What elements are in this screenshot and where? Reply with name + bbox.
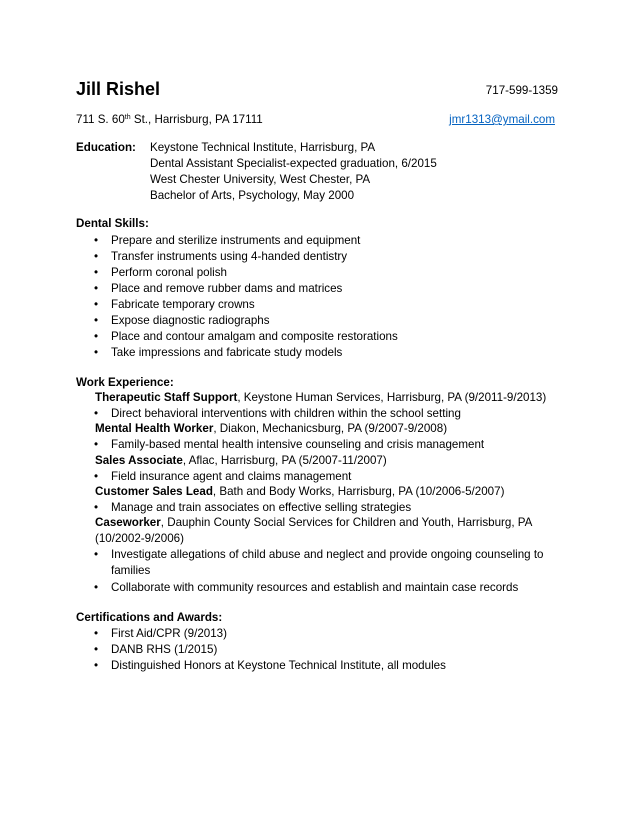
list-item bbox=[94, 547, 554, 579]
job-duties bbox=[94, 437, 484, 453]
address-ordinal: th bbox=[124, 114, 131, 121]
job-details: , Keystone Human Services, Harrisburg, PA (9/2011-9/2013) bbox=[237, 391, 547, 404]
bullet-icon: • bbox=[94, 266, 99, 279]
list-item-text: First Aid/CPR (9/2013) bbox=[111, 627, 227, 640]
dental-skills-list bbox=[94, 233, 398, 361]
job-details: , Bath and Body Works, Harrisburg, PA (10/2006-5/2007) bbox=[212, 485, 505, 498]
list-item bbox=[94, 329, 398, 345]
bullet-icon: • bbox=[94, 330, 99, 343]
job-title-line bbox=[95, 421, 447, 437]
education-line: West Chester University, West Chester, PA bbox=[150, 173, 371, 186]
bullet-icon: • bbox=[94, 298, 99, 311]
list-item bbox=[94, 500, 411, 516]
education-details bbox=[150, 140, 437, 204]
bullet-icon: • bbox=[94, 438, 99, 451]
bullet-icon: • bbox=[94, 250, 99, 263]
bullet-icon: • bbox=[94, 627, 99, 640]
bullet-icon: • bbox=[94, 501, 99, 514]
list-item bbox=[94, 406, 461, 422]
job-title: Caseworker bbox=[95, 516, 161, 529]
certifications-heading: Certifications and Awards: bbox=[76, 611, 223, 624]
job-details: , Diakon, Mechanicsburg, PA (9/2007-9/2008) bbox=[213, 422, 448, 435]
job-title: Therapeutic Staff Support bbox=[95, 391, 238, 404]
work-experience-heading: Work Experience: bbox=[76, 376, 174, 389]
list-item bbox=[94, 626, 446, 642]
bullet-icon: • bbox=[94, 659, 99, 672]
address bbox=[76, 112, 263, 128]
list-item bbox=[94, 281, 398, 297]
certifications-list bbox=[94, 626, 446, 674]
job-title-line bbox=[95, 390, 546, 406]
list-item-text: Fabricate temporary crowns bbox=[111, 298, 255, 311]
job-title: Sales Associate bbox=[95, 454, 183, 467]
list-item-text: Expose diagnostic radiographs bbox=[111, 314, 270, 327]
job-title-line bbox=[95, 453, 387, 469]
list-item bbox=[94, 469, 351, 485]
job-duties bbox=[94, 406, 461, 422]
list-item bbox=[94, 297, 398, 313]
list-item-text: Transfer instruments using 4-handed dentistry bbox=[111, 250, 348, 263]
list-item-text: Distinguished Honors at Keystone Technical Institute, all modules bbox=[111, 659, 446, 672]
list-item-text: Investigate allegations of child abuse and neglect and provide ongoing counseling to families bbox=[111, 548, 544, 577]
list-item-text: DANB RHS (1/2015) bbox=[111, 643, 218, 656]
list-item bbox=[94, 345, 398, 361]
phone-number: 717-599-1359 bbox=[485, 84, 558, 97]
list-item-text: Take impressions and fabricate study models bbox=[111, 346, 343, 359]
list-item bbox=[94, 658, 446, 674]
bullet-icon: • bbox=[94, 282, 99, 295]
bullet-icon: • bbox=[94, 470, 99, 483]
list-item-text: Manage and train associates on effective selling strategies bbox=[111, 501, 412, 514]
list-item-text: Place and remove rubber dams and matrices bbox=[111, 282, 343, 295]
bullet-icon: • bbox=[94, 548, 99, 561]
bullet-icon: • bbox=[94, 314, 99, 327]
job-title-line bbox=[95, 515, 532, 531]
job-duties bbox=[94, 469, 351, 485]
list-item-text: Place and contour amalgam and composite restorations bbox=[111, 330, 398, 343]
list-item bbox=[94, 233, 398, 249]
list-item bbox=[94, 249, 398, 265]
job-dates: (10/2002-9/2006) bbox=[95, 532, 184, 545]
education-line: Dental Assistant Specialist-expected graduation, 6/2015 bbox=[150, 157, 437, 170]
job-details: , Dauphin County Social Services for Children and Youth, Harrisburg, PA bbox=[160, 516, 533, 529]
education-line: Keystone Technical Institute, Harrisburg, PA bbox=[150, 141, 376, 154]
bullet-icon: • bbox=[94, 581, 99, 594]
email-link[interactable]: jmr1313@ymail.com bbox=[449, 113, 555, 126]
list-item-text: Direct behavioral interventions with children within the school setting bbox=[111, 407, 461, 420]
list-item bbox=[94, 580, 554, 596]
job-title: Mental Health Worker bbox=[95, 422, 214, 435]
list-item-text: Prepare and sterilize instruments and equipment bbox=[111, 234, 361, 247]
address-end: St., Harrisburg, PA 17111 bbox=[130, 113, 263, 126]
list-item-text: Collaborate with community resources and establish and maintain case records bbox=[111, 581, 519, 594]
address-start: 711 S. 60 bbox=[76, 113, 125, 126]
bullet-icon: • bbox=[94, 346, 99, 359]
education-line: Bachelor of Arts, Psychology, May 2000 bbox=[150, 189, 355, 202]
job-duties bbox=[94, 547, 554, 596]
job-details: , Aflac, Harrisburg, PA (5/2007-11/2007) bbox=[182, 454, 387, 467]
list-item bbox=[94, 642, 446, 658]
applicant-name: Jill Rishel bbox=[76, 79, 161, 99]
education-heading: Education: bbox=[76, 141, 136, 154]
list-item bbox=[94, 265, 398, 281]
list-item-text: Field insurance agent and claims management bbox=[111, 470, 352, 483]
list-item bbox=[94, 437, 484, 453]
list-item-text: Perform coronal polish bbox=[111, 266, 227, 279]
bullet-icon: • bbox=[94, 407, 99, 420]
bullet-icon: • bbox=[94, 234, 99, 247]
list-item bbox=[94, 313, 398, 329]
list-item-text: Family-based mental health intensive counseling and crisis management bbox=[111, 438, 485, 451]
bullet-icon: • bbox=[94, 643, 99, 656]
dental-skills-heading: Dental Skills: bbox=[76, 217, 149, 230]
job-duties bbox=[94, 500, 411, 516]
job-title-line bbox=[95, 484, 504, 500]
job-title: Customer Sales Lead bbox=[95, 485, 213, 498]
